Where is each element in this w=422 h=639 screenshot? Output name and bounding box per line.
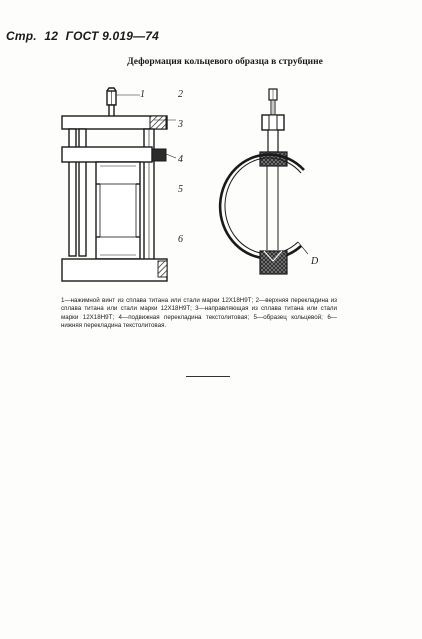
clamp-figure xyxy=(40,80,340,295)
clamp-front-view xyxy=(62,88,167,281)
label-2: 2 xyxy=(178,89,183,100)
page-label: Стр. xyxy=(6,29,37,43)
figure-title: Деформация кольцевого образца в струбцине xyxy=(127,57,323,67)
label-5: 5 xyxy=(178,184,183,195)
standard-code: ГОСТ 9.019—74 xyxy=(65,29,160,43)
ring-side-view xyxy=(220,89,308,274)
page-header xyxy=(6,29,163,43)
label-3: 3 xyxy=(178,119,183,130)
ring-sample xyxy=(220,155,304,259)
label-1: 1 xyxy=(140,89,145,100)
figure-caption: 1—нажимной винт из сплава титана или стали марки 12Х18Н9Т; 2—верхняя перекладина из сплава титана или стали марки 12Х18Н9Т; 3—направляющая из сплава титана или стали марки 12Х18Н9Т; 4—подвижная перекладина текстолитовая; 5—образец кольцевой; 6—нижняя перекладина текстолитовая. xyxy=(61,297,337,330)
page-number: 12 xyxy=(44,29,59,43)
lower-crossbar xyxy=(62,259,167,281)
closing-rule xyxy=(186,376,230,377)
moving-crossbar xyxy=(62,147,152,162)
label-6: 6 xyxy=(178,234,183,245)
label-D: D xyxy=(311,256,319,267)
pressure-screw xyxy=(107,88,116,119)
label-4: 4 xyxy=(178,154,183,165)
ring-sample-edge xyxy=(96,162,140,259)
